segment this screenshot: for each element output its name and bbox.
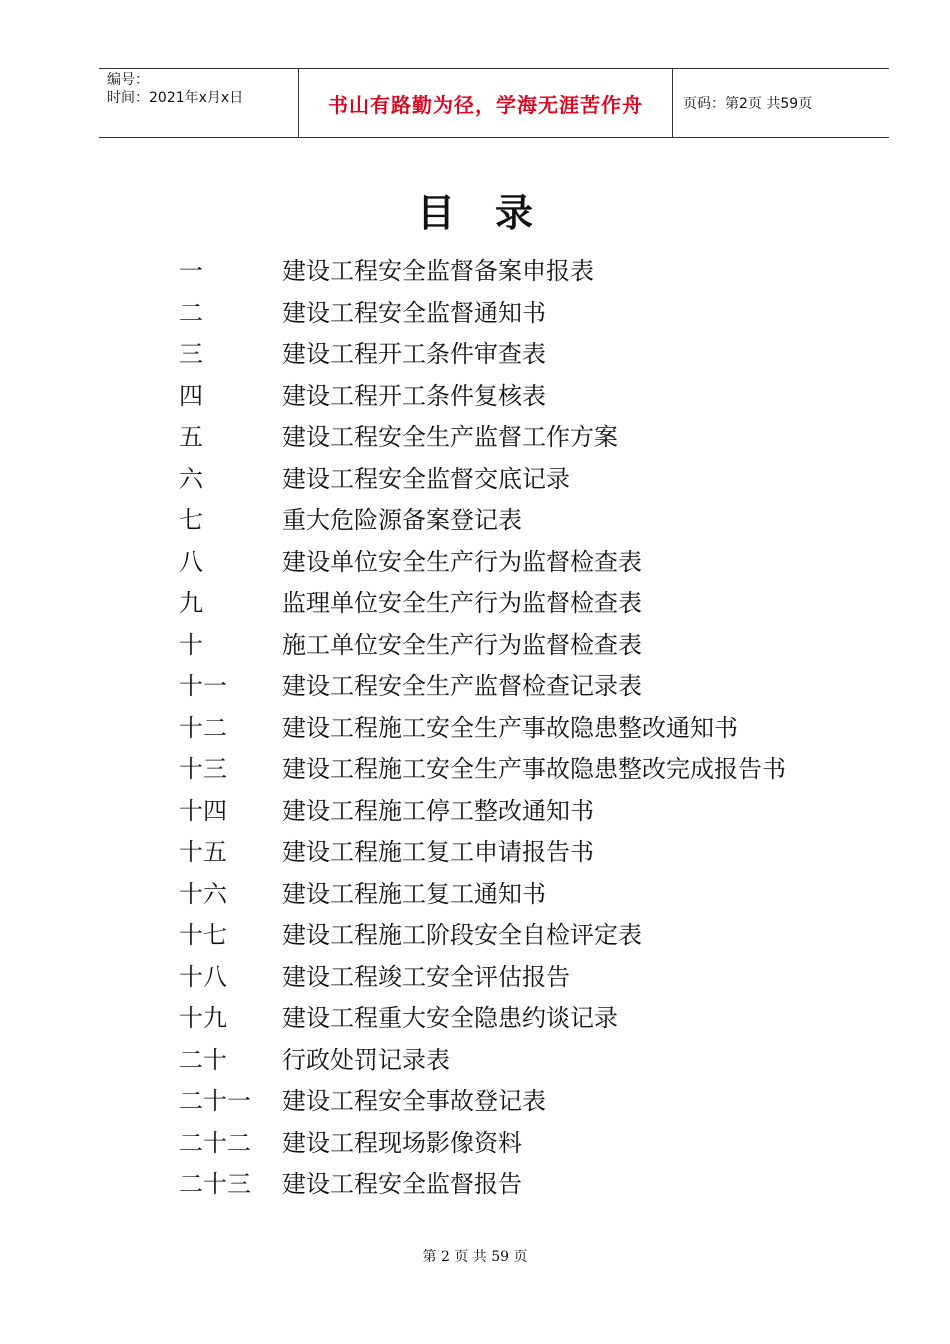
toc-entry-title: 建设工程施工安全生产事故隐患整改通知书	[282, 713, 738, 742]
toc-entry[interactable]	[179, 829, 786, 871]
toc-entry[interactable]	[179, 539, 786, 581]
toc-entry-title: 重大危险源备案登记表	[282, 506, 522, 535]
toc-entry-number: 十一	[179, 672, 227, 701]
toc-entry-number: 八	[179, 547, 203, 576]
toc-entry[interactable]	[179, 497, 786, 539]
toc-entry-number: 四	[179, 381, 203, 410]
page-header	[99, 68, 889, 138]
toc-entry[interactable]	[179, 1078, 786, 1120]
toc-entry-title: 建设工程安全生产监督工作方案	[282, 423, 618, 452]
toc-entry[interactable]	[179, 995, 786, 1037]
toc-entry-title: 监理单位安全生产行为监督检查表	[282, 589, 642, 618]
toc-entry[interactable]	[179, 1161, 786, 1203]
toc-entry-title: 建设工程安全生产监督检查记录表	[282, 672, 642, 701]
toc-entry[interactable]	[179, 248, 786, 290]
toc-entry-title: 施工单位安全生产行为监督检查表	[282, 630, 642, 659]
toc-entry-title: 行政处罚记录表	[282, 1045, 450, 1074]
toc-entry-title: 建设工程施工停工整改通知书	[282, 796, 594, 825]
toc-entry-title: 建设工程开工条件审查表	[282, 340, 546, 369]
toc-entry[interactable]	[179, 912, 786, 954]
toc-entry-number: 十九	[179, 1004, 227, 1033]
toc-entry[interactable]	[179, 290, 786, 332]
toc-entry[interactable]	[179, 746, 786, 788]
toc-entry-number: 二	[179, 298, 203, 327]
toc-entry-number: 十六	[179, 879, 227, 908]
toc-entry-number: 七	[179, 506, 203, 535]
toc-entry[interactable]	[179, 373, 786, 415]
header-page-cell	[673, 69, 889, 137]
toc-entry[interactable]	[179, 1120, 786, 1162]
toc-entry-title: 建设工程开工条件复核表	[282, 381, 546, 410]
toc-entry[interactable]	[179, 331, 786, 373]
toc-entry-title: 建设工程安全监督交底记录	[282, 464, 570, 493]
toc-entry-title: 建设工程施工复工申请报告书	[282, 838, 594, 867]
toc-entry-title: 建设工程安全监督备案申报表	[282, 257, 594, 286]
toc-entry-number: 十三	[179, 755, 227, 784]
toc-entry-number: 十七	[179, 921, 227, 950]
toc-entry-number: 二十一	[179, 1087, 251, 1116]
toc-entry[interactable]	[179, 954, 786, 996]
toc-entry[interactable]	[179, 788, 786, 830]
toc-entry-number: 五	[179, 423, 203, 452]
page-title: 目录	[416, 190, 573, 235]
header-motto-cell	[299, 69, 673, 137]
toc-entry-number: 十五	[179, 838, 227, 867]
toc-entry[interactable]	[179, 456, 786, 498]
toc-entry-number: 一	[179, 257, 203, 286]
toc-entry[interactable]	[179, 580, 786, 622]
toc-entry-title: 建设工程安全监督通知书	[282, 298, 546, 327]
motto-text: 书山有路勤为径，学海无涯苦作舟	[328, 92, 643, 117]
toc-entry[interactable]	[179, 871, 786, 913]
toc-entry[interactable]	[179, 1037, 786, 1079]
toc-entry-title: 建设工程施工复工通知书	[282, 879, 546, 908]
toc-entry-title: 建设工程安全事故登记表	[282, 1087, 546, 1116]
toc-entry-number: 十	[179, 630, 203, 659]
toc-entry-number: 六	[179, 464, 203, 493]
code-label: 编号：	[107, 72, 149, 88]
toc-entry-title: 建设工程安全监督报告	[282, 1170, 522, 1199]
toc-entry-title: 建设单位安全生产行为监督检查表	[282, 547, 642, 576]
toc-entry-number: 二十	[179, 1045, 227, 1074]
toc-entry-number: 十二	[179, 713, 227, 742]
toc-entry-number: 九	[179, 589, 203, 618]
toc-entry[interactable]	[179, 622, 786, 664]
toc-entry-number: 十八	[179, 962, 227, 991]
header-meta-cell	[99, 69, 299, 137]
toc-entry-number: 二十二	[179, 1128, 251, 1157]
toc-entry-number: 十四	[179, 796, 227, 825]
toc-entry-number: 三	[179, 340, 203, 369]
toc-entry-number: 二十三	[179, 1170, 251, 1199]
table-of-contents	[179, 248, 786, 1203]
time-label: 时间：2021年x月x日	[107, 90, 244, 106]
toc-entry-title: 建设工程施工安全生产事故隐患整改完成报告书	[282, 755, 786, 784]
page-footer: 第 2 页 共 59 页	[422, 1249, 528, 1265]
toc-entry-title: 建设工程竣工安全评估报告	[282, 962, 570, 991]
toc-entry-title: 建设工程施工阶段安全自检评定表	[282, 921, 642, 950]
page-info: 页码：第2页 共59页	[683, 96, 813, 112]
toc-entry[interactable]	[179, 705, 786, 747]
toc-entry[interactable]	[179, 414, 786, 456]
toc-entry[interactable]	[179, 663, 786, 705]
toc-entry-title: 建设工程重大安全隐患约谈记录	[282, 1004, 618, 1033]
toc-entry-title: 建设工程现场影像资料	[282, 1128, 522, 1157]
